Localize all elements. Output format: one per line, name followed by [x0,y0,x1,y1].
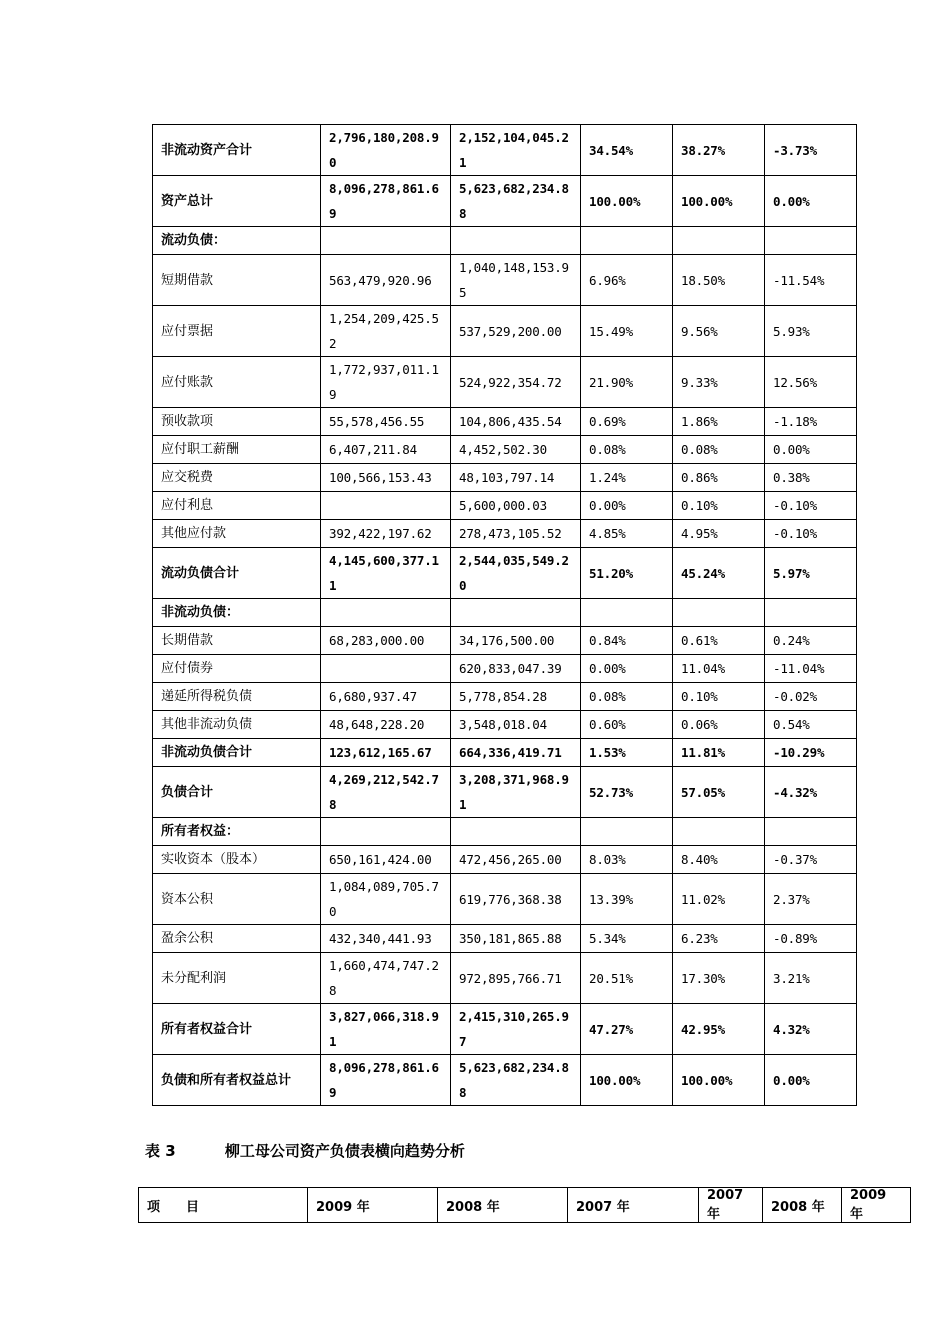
share-2009: 0.84% [581,627,673,655]
value-2009 [321,227,451,255]
share-2009: 13.39% [581,874,673,925]
value-2009: 6,680,937.47 [321,683,451,711]
table-row [153,655,857,683]
trend-analysis-table-header [138,1187,911,1223]
share-2008: 0.10% [673,492,765,520]
row-label: 应交税费 [153,464,321,492]
header-cell-2008-b: 2008 年 [763,1188,842,1223]
value-2008: 5,623,682,234.88 [451,1055,581,1106]
share-2008: 42.95% [673,1004,765,1055]
table-row [153,711,857,739]
value-2008: 350,181,865.88 [451,925,581,953]
share-2009: 20.51% [581,953,673,1004]
share-2008: 9.33% [673,357,765,408]
share-2008: 4.95% [673,520,765,548]
header-cell-item: 项 目 [139,1188,308,1223]
value-2008: 34,176,500.00 [451,627,581,655]
table-row [153,125,857,176]
share-change: -10.29% [765,739,857,767]
share-2009: 0.69% [581,408,673,436]
value-2008: 5,778,854.28 [451,683,581,711]
value-2009 [321,492,451,520]
share-2008: 45.24% [673,548,765,599]
row-label: 实收资本（股本） [153,846,321,874]
table-row [153,818,857,846]
value-2009 [321,818,451,846]
share-2009: 0.08% [581,436,673,464]
share-change: 12.56% [765,357,857,408]
table-row [153,227,857,255]
value-2009: 4,269,212,542.78 [321,767,451,818]
share-2008: 6.23% [673,925,765,953]
share-change: 2.37% [765,874,857,925]
value-2009: 8,096,278,861.69 [321,1055,451,1106]
row-label: 资产总计 [153,176,321,227]
share-2009: 8.03% [581,846,673,874]
value-2008: 3,548,018.04 [451,711,581,739]
value-2008: 524,922,354.72 [451,357,581,408]
row-label: 应付票据 [153,306,321,357]
share-change: 0.54% [765,711,857,739]
value-2008: 5,623,682,234.88 [451,176,581,227]
row-label: 负债合计 [153,767,321,818]
table-row [153,255,857,306]
share-2009: 0.00% [581,492,673,520]
share-2008: 38.27% [673,125,765,176]
share-change: -1.18% [765,408,857,436]
value-2009 [321,599,451,627]
table-row [153,739,857,767]
row-label: 非流动负债： [153,599,321,627]
share-change: -4.32% [765,767,857,818]
value-2009: 48,648,228.20 [321,711,451,739]
row-label: 应付利息 [153,492,321,520]
share-change: 0.00% [765,176,857,227]
share-2008: 11.02% [673,874,765,925]
share-2008: 57.05% [673,767,765,818]
row-label: 流动负债： [153,227,321,255]
share-change: 5.97% [765,548,857,599]
share-change [765,227,857,255]
share-2008: 0.06% [673,711,765,739]
share-change [765,818,857,846]
share-2008: 0.10% [673,683,765,711]
share-2009 [581,599,673,627]
value-2009: 650,161,424.00 [321,846,451,874]
table-row [153,492,857,520]
value-2009: 1,660,474,747.28 [321,953,451,1004]
value-2008: 537,529,200.00 [451,306,581,357]
table-row [153,874,857,925]
row-label: 流动负债合计 [153,548,321,599]
header-cell-2009-b: 2009 年 [842,1188,911,1223]
share-2009: 34.54% [581,125,673,176]
share-change: 0.00% [765,1055,857,1106]
share-2009: 51.20% [581,548,673,599]
value-2008: 1,040,148,153.95 [451,255,581,306]
table-row [153,520,857,548]
value-2009: 2,796,180,208.90 [321,125,451,176]
share-2008 [673,227,765,255]
value-2008: 972,895,766.71 [451,953,581,1004]
row-label: 负债和所有者权益总计 [153,1055,321,1106]
share-2008: 18.50% [673,255,765,306]
value-2008: 48,103,797.14 [451,464,581,492]
share-2008: 0.61% [673,627,765,655]
value-2008: 619,776,368.38 [451,874,581,925]
share-2009: 15.49% [581,306,673,357]
value-2008 [451,599,581,627]
value-2009: 563,479,920.96 [321,255,451,306]
share-change: 5.93% [765,306,857,357]
row-label: 应付账款 [153,357,321,408]
share-2008: 11.81% [673,739,765,767]
share-2009: 0.00% [581,655,673,683]
row-label: 所有者权益： [153,818,321,846]
share-2008 [673,818,765,846]
row-label: 其他非流动负债 [153,711,321,739]
share-change: 0.38% [765,464,857,492]
value-2009: 392,422,197.62 [321,520,451,548]
table-row [153,548,857,599]
table-caption [145,1140,465,1161]
table-row [153,953,857,1004]
row-label: 短期借款 [153,255,321,306]
share-2009 [581,227,673,255]
value-2009: 1,084,089,705.70 [321,874,451,925]
value-2008: 2,152,104,045.21 [451,125,581,176]
share-2009: 5.34% [581,925,673,953]
value-2008: 664,336,419.71 [451,739,581,767]
table-row [153,464,857,492]
value-2008: 278,473,105.52 [451,520,581,548]
share-2008: 9.56% [673,306,765,357]
header-cell-2007-b: 2007 年 [699,1188,763,1223]
value-2009: 6,407,211.84 [321,436,451,464]
value-2008: 620,833,047.39 [451,655,581,683]
caption-number: 表 3 [145,1142,176,1160]
row-label: 应付职工薪酬 [153,436,321,464]
row-label: 递延所得税负债 [153,683,321,711]
row-label: 非流动资产合计 [153,125,321,176]
share-change: -3.73% [765,125,857,176]
share-change: 0.24% [765,627,857,655]
header-cell-2009: 2009 年 [308,1188,438,1223]
share-2009: 100.00% [581,1055,673,1106]
table-row [153,357,857,408]
share-2009 [581,818,673,846]
value-2009: 55,578,456.55 [321,408,451,436]
share-2008: 1.86% [673,408,765,436]
share-2008: 17.30% [673,953,765,1004]
value-2008: 2,544,035,549.20 [451,548,581,599]
share-2008: 0.08% [673,436,765,464]
share-2009: 0.08% [581,683,673,711]
value-2008: 5,600,000.03 [451,492,581,520]
share-2008: 8.40% [673,846,765,874]
header-cell-2007: 2007 年 [568,1188,699,1223]
share-change: 0.00% [765,436,857,464]
share-2009: 21.90% [581,357,673,408]
table-row [153,1055,857,1106]
share-change: -11.54% [765,255,857,306]
table-row [153,767,857,818]
value-2009: 123,612,165.67 [321,739,451,767]
share-change [765,599,857,627]
share-change: -0.37% [765,846,857,874]
header-row [139,1188,911,1223]
share-change: 3.21% [765,953,857,1004]
value-2009: 1,772,937,011.19 [321,357,451,408]
table-row [153,925,857,953]
table-row [153,306,857,357]
value-2008: 4,452,502.30 [451,436,581,464]
value-2008 [451,227,581,255]
value-2009: 68,283,000.00 [321,627,451,655]
share-change: -0.10% [765,520,857,548]
value-2008: 104,806,435.54 [451,408,581,436]
row-label: 盈余公积 [153,925,321,953]
table-row [153,436,857,464]
value-2009: 100,566,153.43 [321,464,451,492]
row-label: 未分配利润 [153,953,321,1004]
share-2009: 52.73% [581,767,673,818]
share-change: -0.02% [765,683,857,711]
value-2008: 472,456,265.00 [451,846,581,874]
balance-sheet-structure-table [152,124,857,1106]
table-row [153,408,857,436]
share-change: -0.10% [765,492,857,520]
share-2009: 0.60% [581,711,673,739]
table-row [153,846,857,874]
share-2008: 11.04% [673,655,765,683]
row-label: 非流动负债合计 [153,739,321,767]
value-2009: 3,827,066,318.91 [321,1004,451,1055]
share-2008 [673,599,765,627]
row-label: 应付债券 [153,655,321,683]
value-2008 [451,818,581,846]
share-2009: 6.96% [581,255,673,306]
value-2009: 8,096,278,861.69 [321,176,451,227]
share-2009: 100.00% [581,176,673,227]
value-2009: 4,145,600,377.11 [321,548,451,599]
table-row [153,176,857,227]
table-body [153,125,857,1106]
share-change: -0.89% [765,925,857,953]
value-2008: 3,208,371,968.91 [451,767,581,818]
value-2009: 432,340,441.93 [321,925,451,953]
row-label: 长期借款 [153,627,321,655]
value-2009: 1,254,209,425.52 [321,306,451,357]
share-2009: 1.24% [581,464,673,492]
share-2008: 100.00% [673,1055,765,1106]
row-label: 预收款项 [153,408,321,436]
row-label: 其他应付款 [153,520,321,548]
share-2009: 4.85% [581,520,673,548]
caption-title: 柳工母公司资产负债表横向趋势分析 [224,1142,465,1160]
share-2009: 47.27% [581,1004,673,1055]
row-label: 所有者权益合计 [153,1004,321,1055]
share-change: 4.32% [765,1004,857,1055]
share-change: -11.04% [765,655,857,683]
table-row [153,599,857,627]
table-row [153,683,857,711]
row-label: 资本公积 [153,874,321,925]
share-2009: 1.53% [581,739,673,767]
header-cell-2008: 2008 年 [438,1188,568,1223]
value-2008: 2,415,310,265.97 [451,1004,581,1055]
table-row [153,627,857,655]
share-2008: 0.86% [673,464,765,492]
table-row [153,1004,857,1055]
share-2008: 100.00% [673,176,765,227]
value-2009 [321,655,451,683]
